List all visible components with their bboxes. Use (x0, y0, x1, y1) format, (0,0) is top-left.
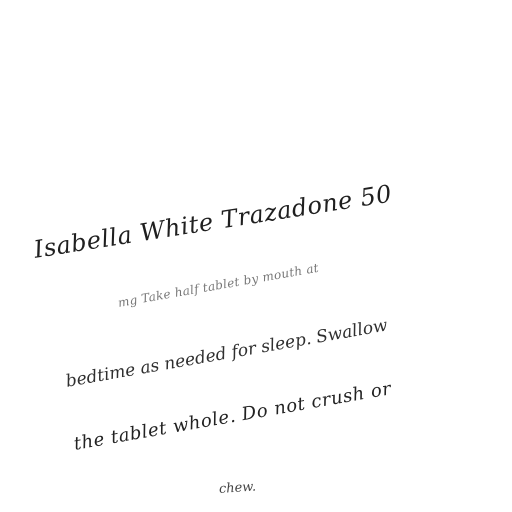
note-line-dosage: mg Take half tablet by mouth at (116, 260, 320, 310)
note-line-timing: bedtime as needed for sleep. Swallow (64, 315, 390, 392)
note-line-instruction: the tablet whole. Do not crush or (72, 378, 394, 455)
note-line-patient-medication: Isabella White Trazadone 50 (31, 179, 394, 264)
note-line-end: chew. (218, 479, 257, 497)
